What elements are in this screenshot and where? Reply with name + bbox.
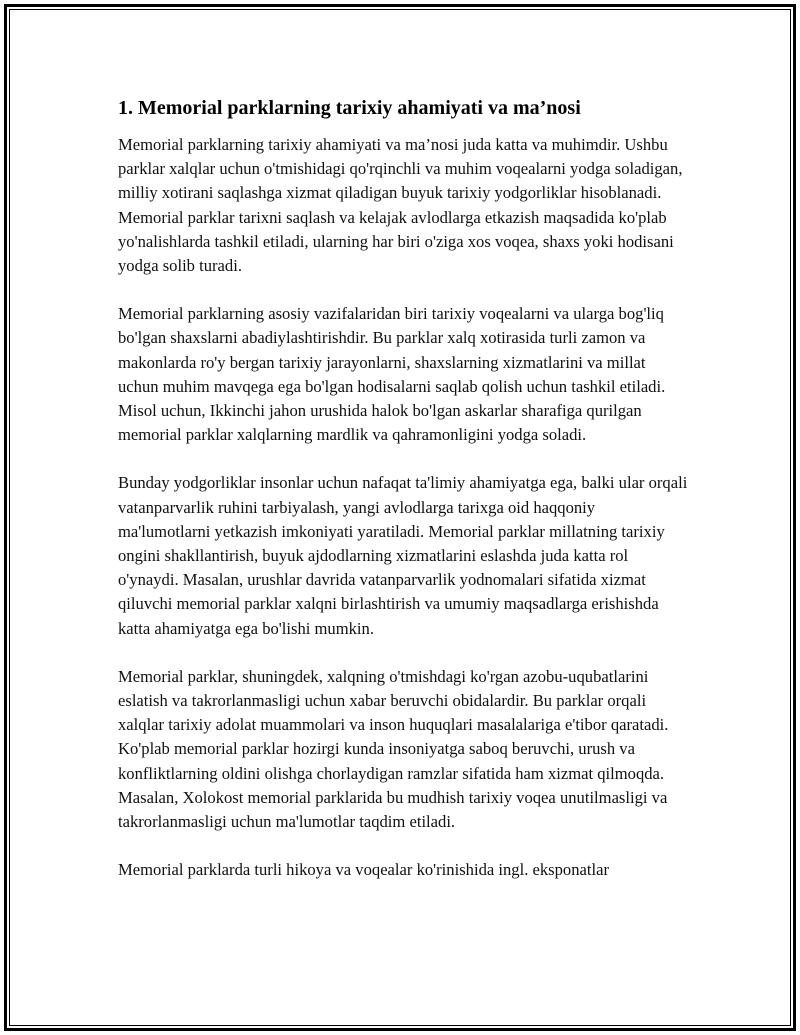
- paragraph-5: Memorial parklarda turli hikoya va voqealar ko'rinishida ingl. eksponatlar: [118, 860, 609, 880]
- paragraph-4: Memorial parklar, shuningdek, xalqning o'tmishdagi ko'rgan azobu-uqubatlarini eslatish va takrorlanmasligi uchun xabar beruvchi obidalardir. Bu parklar orqali xalqlar tarixiy adolat muammolari va inson huquqlari masalalariga e'tibor qaratadi. Ko'plab memorial parklar hozirgi kunda insoniyatga saboq beruvchi, urush va konfliktlarning oldini olishga chorlaydigan ramzlar sifatida ham xizmat qilmoqda. Masalan, Xolokost memorial parklarida bu mudhish tarixiy voqea unutilmasligi va takrorlanmasligi uchun ma'lumotlar taqdim etiladi.: [118, 666, 669, 832]
- document-body: [118, 95, 688, 906]
- paragraph-1: Memorial parklarning tarixiy ahamiyati va ma’nosi juda katta va muhimdir. Ushbu parklar xalqlar uchun o'tmishidagi qo'rqinchli va muhim voqealarni yodga soladigan, milliy xotirani saqlashga xizmat qiladigan buyuk tarixiy yodgorliklar hisoblanadi. Memorial parklar tarixni saqlash va kelajak avlodlarga etkazish maqsadida ko'plab yo'nalishlarda tashkil etiladi, ularning har biri o'ziga xos voqea, shaxs yoki hodisani yodga solib turadi.: [118, 135, 683, 276]
- paragraph-2: Memorial parklarning asosiy vazifalaridan biri tarixiy voqealarni va ularga bog'liq bo'lgan shaxslarni abadiylashtirishdir. Bu parklar xalq xotirasida turli zamon va makonlarda ro'y bergan tarixiy jarayonlarni, shaxslarning xizmatlarini va millat uchun muhim mavqega ega bo'lgan hodisalarni saqlab qolish uchun tashkil etiladi. Misol uchun, Ikkinchi jahon urushida halok bo'lgan askarlar sharafiga qurilgan memorial parklar xalqlarning mardlik va qahramonligini yodga soladi.: [118, 304, 666, 445]
- section-heading: 1. Memorial parklarning tarixiy ahamiyati va ma’nosi: [118, 97, 581, 119]
- paragraph-3: Bunday yodgorliklar insonlar uchun nafaqat ta'limiy ahamiyatga ega, balki ular orqali vatanparvarlik ruhini tarbiyalash, yangi avlodlarga tarixga oid haqqoniy ma'lumotlarni yetkazish imkoniyati yaratiladi. Memorial parklar millatning tarixiy ongini shakllantirish, buyuk ajdodlarning xizmatlarini eslashda juda katta rol o'ynaydi. Masalan, urushlar davrida vatanparvarlik yodnomalari sifatida xizmat qiluvchi memorial parklar xalqni birlashtirish va umumiy maqsadlarga erishishda katta ahamiyatga ega bo'lishi mumkin.: [118, 473, 688, 638]
